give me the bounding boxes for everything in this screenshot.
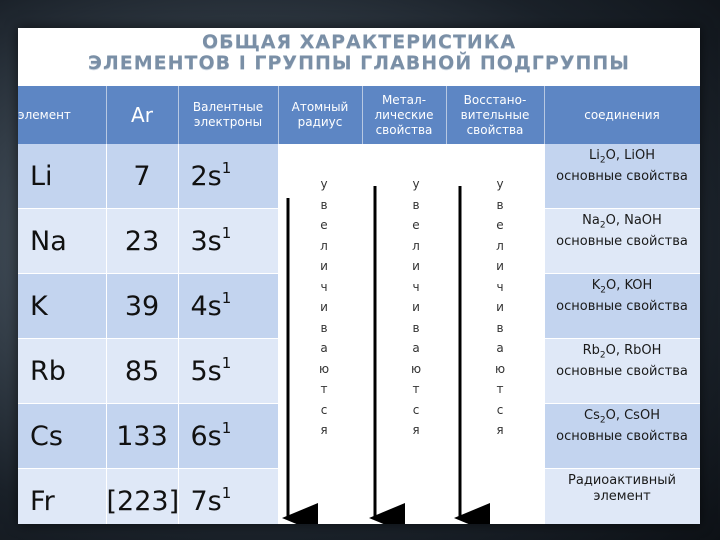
- element-symbol-text: Na: [30, 225, 67, 257]
- trend-letter: в: [412, 320, 420, 335]
- compound-formula-tail: O, LiOH: [605, 148, 655, 163]
- trend-letter: и: [412, 300, 420, 314]
- trend-letter: и: [496, 259, 504, 273]
- trend-letter: а: [320, 341, 328, 355]
- atomic-mass-text: 7: [133, 160, 151, 192]
- trend-letter: л: [412, 238, 420, 253]
- compound-formula-head: Na: [582, 213, 600, 228]
- valence-exponent: 1: [221, 158, 232, 177]
- trend-letter: а: [496, 341, 504, 355]
- trend-letter: т: [320, 382, 328, 396]
- trend-letter: у: [320, 177, 328, 191]
- trend-letter: е: [496, 218, 504, 232]
- element-symbol-text: Li: [30, 160, 53, 192]
- valence-exponent: 1: [221, 353, 232, 372]
- header-radius: Атомный радиус: [278, 86, 362, 144]
- element-symbol-text: Rb: [30, 355, 66, 387]
- header-compounds: соединения: [544, 86, 700, 144]
- atomic-mass-text: 39: [124, 290, 160, 322]
- trend-letter: с: [496, 402, 504, 417]
- compound-formula-head: Li: [589, 148, 600, 163]
- compound-formula-sub: 2: [599, 220, 606, 231]
- slide-sheet: [18, 28, 700, 524]
- header-metallic: Метал-лические свойства: [362, 86, 446, 144]
- trend-letter: у: [496, 177, 504, 191]
- trend-letter: т: [412, 382, 420, 396]
- trend-letter: я: [496, 423, 504, 437]
- compound-formula-sub: 2: [599, 155, 606, 166]
- valence-shell: 2s: [190, 160, 222, 192]
- title-line-1: ОБЩАЯ ХАРАКТЕРИСТИКА: [201, 31, 517, 53]
- metallic-trend-word: [406, 174, 426, 441]
- compound-formula-tail: O, KOH: [605, 278, 653, 293]
- header-ar: Ar: [106, 86, 178, 144]
- trend-letter: и: [496, 300, 504, 314]
- trend-letter: е: [412, 218, 420, 232]
- compound-formula-sub: 2: [600, 285, 606, 296]
- valence-exponent: 1: [221, 288, 232, 307]
- trend-letter: ю: [494, 361, 506, 376]
- trend-letter: ю: [318, 361, 330, 376]
- trend-letter: в: [320, 320, 328, 335]
- valence-exponent: 1: [221, 223, 232, 242]
- atomic-mass-text: [223]: [106, 485, 180, 517]
- atomic-mass-text: 23: [124, 225, 160, 257]
- compound-property: основные свойства: [556, 428, 688, 444]
- compound-formula-head: Rb: [582, 343, 600, 358]
- header-valence: Валентные электроны: [178, 86, 278, 144]
- trend-letter: с: [412, 402, 420, 417]
- trend-letter: ю: [410, 361, 422, 376]
- valence-shell: 7s: [190, 485, 222, 517]
- compound-formula-head: K: [591, 278, 601, 293]
- trend-arrows: [18, 86, 700, 524]
- compound-formula-sub: 2: [599, 350, 606, 361]
- trend-letter: ч: [412, 279, 420, 294]
- trend-letter: л: [320, 238, 328, 253]
- trend-letter: в: [412, 197, 420, 212]
- compound-formula-tail: O, RbOH: [605, 343, 662, 358]
- element-symbol-text: Fr: [30, 485, 55, 517]
- trend-letter: т: [496, 382, 504, 396]
- reducing-trend-word: [490, 174, 510, 441]
- trend-letter: у: [412, 177, 420, 191]
- trend-letter: в: [320, 197, 328, 212]
- header-reducing: Восстано-вительные свойства: [446, 86, 544, 144]
- trend-letter: и: [412, 259, 420, 273]
- compound-property: основные свойства: [556, 298, 688, 314]
- valence-shell: 3s: [190, 225, 222, 257]
- compound-property: основные свойства: [556, 233, 688, 249]
- compound-property: основные свойства: [556, 168, 688, 184]
- element-symbol-text: Cs: [30, 420, 63, 452]
- compound-formula-tail: O, CsOH: [605, 408, 660, 423]
- valence-shell: 4s: [190, 290, 222, 322]
- trend-letter: я: [320, 423, 328, 437]
- compound-formula-head: Cs: [584, 408, 600, 423]
- trend-letter: я: [412, 423, 420, 437]
- title-line-2: ЭЛЕМЕНТОВ I ГРУППЫ ГЛАВНОЙ ПОДГРУППЫ: [88, 52, 630, 74]
- trend-letter: л: [496, 238, 504, 253]
- valence-exponent: 1: [221, 418, 232, 437]
- compound-formula-tail: O, NaOH: [605, 213, 662, 228]
- atomic-mass-text: 133: [116, 420, 168, 452]
- trend-letter: в: [496, 320, 504, 335]
- trend-letter: ч: [320, 279, 328, 294]
- header-element: элемент: [18, 86, 106, 144]
- trend-letter: с: [320, 402, 328, 417]
- slide-title: [18, 32, 700, 74]
- trend-letter: а: [412, 341, 420, 355]
- trend-letter: в: [496, 197, 504, 212]
- compound-formula-head: Радиоактивный элемент: [568, 473, 676, 504]
- valence-exponent: 1: [221, 483, 232, 502]
- compound-formula-sub: 2: [599, 415, 606, 426]
- trend-letter: и: [320, 300, 328, 314]
- radius-trend-word: [314, 174, 334, 441]
- trend-letter: ч: [496, 279, 504, 294]
- valence-shell: 6s: [190, 420, 222, 452]
- compound-property: основные свойства: [556, 363, 688, 379]
- trend-letter: и: [320, 259, 328, 273]
- atomic-mass-text: 85: [124, 355, 160, 387]
- element-symbol-text: K: [30, 290, 48, 322]
- valence-shell: 5s: [190, 355, 222, 387]
- trend-letter: е: [320, 218, 328, 232]
